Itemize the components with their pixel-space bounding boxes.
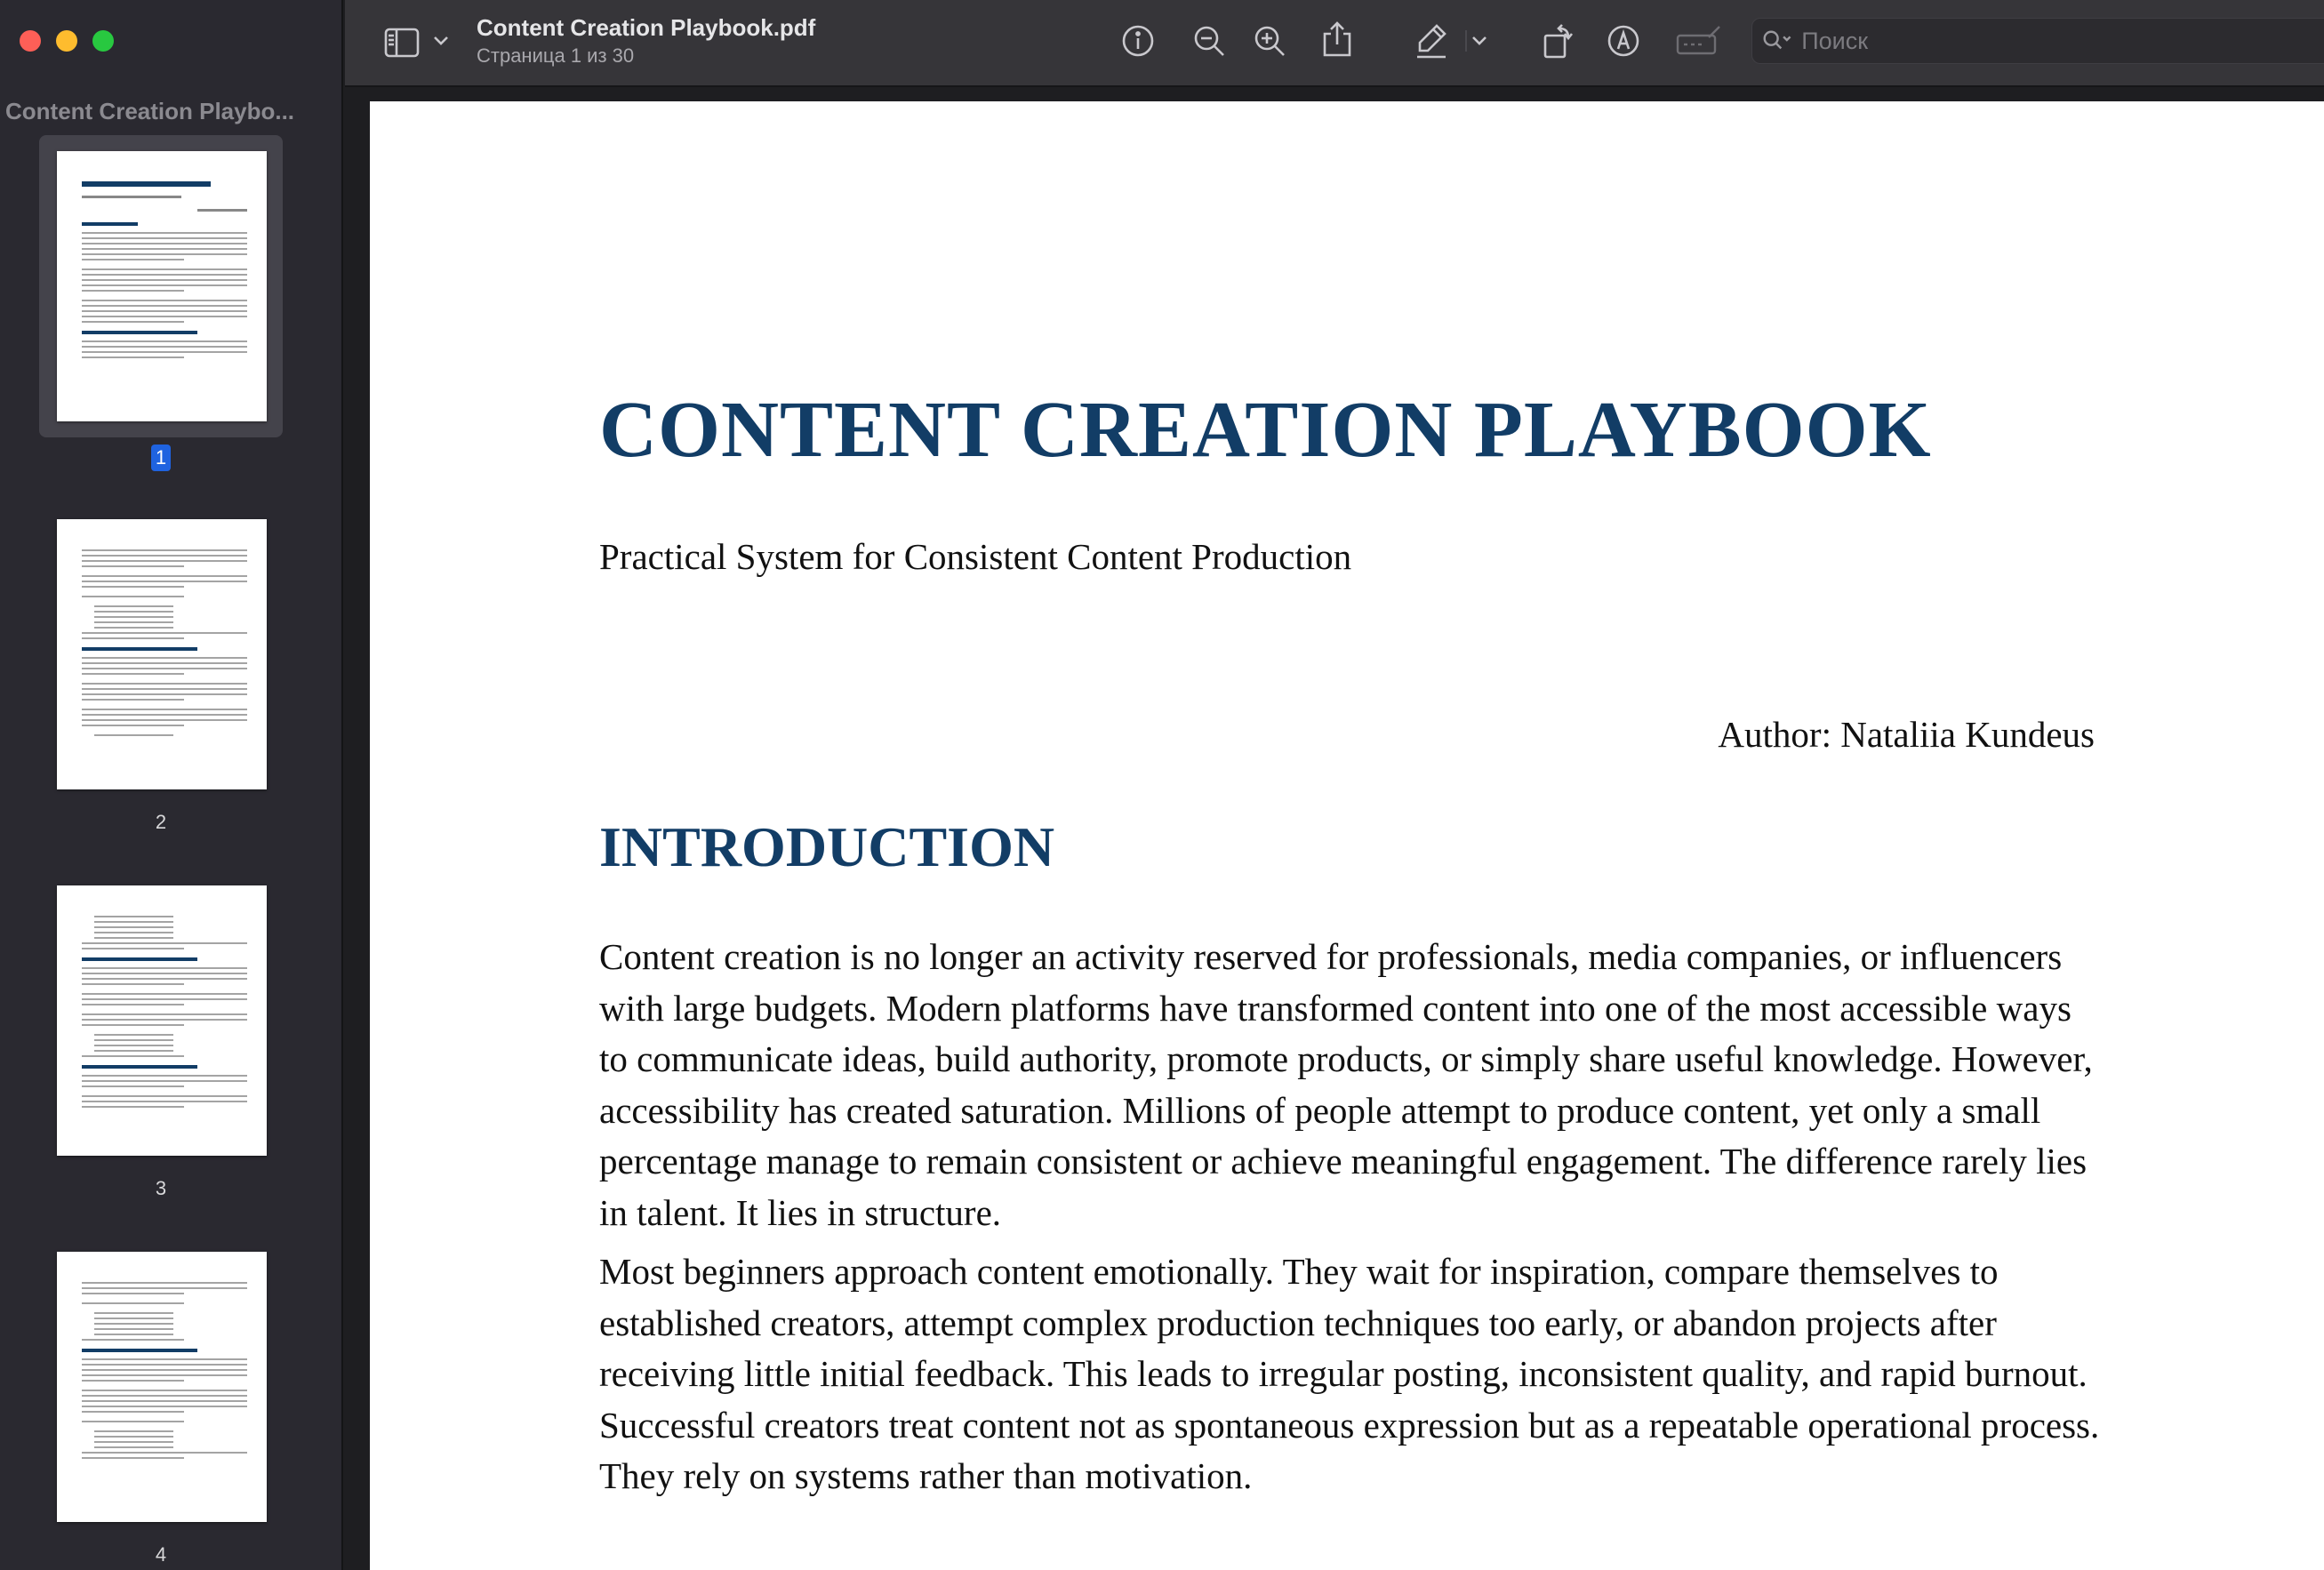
highlight-button[interactable] [1412, 20, 1451, 62]
page-thumbnail-3[interactable] [57, 885, 267, 1156]
form-fill-button[interactable] [1673, 23, 1725, 59]
sidebar-options-button[interactable] [430, 30, 452, 52]
page-thumbnail-image [57, 151, 267, 421]
markup-icon [1607, 24, 1640, 58]
sidebar-document-title: Content Creation Playbo... [5, 98, 295, 124]
toolbar [345, 0, 2324, 87]
markup-button[interactable] [1604, 21, 1643, 60]
zoom-out-button[interactable] [1190, 21, 1229, 60]
sidebar-toggle-button[interactable] [382, 23, 421, 62]
form-fill-icon [1675, 25, 1723, 57]
rotate-button[interactable] [1538, 20, 1577, 62]
page-number-4[interactable]: 4 [155, 1543, 167, 1566]
zoom-out-icon [1192, 24, 1226, 58]
zoom-in-button[interactable] [1250, 21, 1289, 60]
chevron-down-icon [432, 35, 450, 47]
highlight-options-button[interactable] [1465, 30, 1492, 52]
sidebar-icon [384, 28, 420, 58]
window-controls [20, 30, 114, 52]
zoom-in-icon [1253, 24, 1286, 58]
chevron-down-icon [1471, 35, 1488, 47]
highlighter-icon [1414, 21, 1449, 60]
document-canvas[interactable] [345, 89, 2324, 1570]
document-author: Author: Nataliia Kundeus [1718, 714, 2095, 755]
page-status: Страница 1 из 30 [477, 44, 635, 67]
page-number-1[interactable]: 1 [0, 445, 322, 471]
document-heading: CONTENT CREATION PLAYBOOK [599, 386, 1932, 474]
maximize-window-button[interactable] [92, 30, 114, 52]
info-button[interactable] [1118, 21, 1158, 60]
page-number-2[interactable]: 2 [155, 811, 167, 833]
share-button[interactable] [1318, 18, 1357, 60]
page-thumbnail-2[interactable] [57, 519, 267, 789]
search-field[interactable] [1751, 18, 2324, 64]
pdf-page [370, 101, 2324, 1570]
paragraph: Content creation is no longer an activity reserved for professionals, media companies, or influencers with large budgets. Modern platforms have transformed content into one of the most accessible ways to communicate ideas, build authority, promote products, or simply share useful knowledge. However, accessibility has created saturation. Millions of people attempt to produce content, yet only a small percentage manage to remain consistent or achieve meaningful engagement. The difference rarely lies in talent. It lies in structure. [599, 936, 2093, 1233]
close-window-button[interactable] [20, 30, 41, 52]
info-icon [1121, 24, 1155, 58]
thumbnail-sidebar [0, 0, 343, 1570]
page-thumbnail-1[interactable] [39, 135, 283, 437]
page-thumbnail-4[interactable] [57, 1252, 267, 1522]
search-input[interactable] [1801, 28, 2324, 55]
rotate-icon [1540, 21, 1575, 60]
document-title: Content Creation Playbook.pdf [477, 14, 816, 41]
search-icon [1761, 28, 1794, 54]
section-heading: INTRODUCTION [599, 815, 1055, 878]
paragraph: Most beginners approach content emotionally. They wait for inspiration, compare themselves to established creators, attempt complex production techniques too early, or abandon projects after receiving little initial feedback. This leads to irregular posting, inconsistent quality, and rapid burnout. Successful creators treat content not as spontaneous expression but as a repeatable operational process. They rely on systems rather than motivation. [599, 1251, 2100, 1497]
share-icon [1321, 20, 1353, 59]
minimize-window-button[interactable] [56, 30, 77, 52]
page-number-3[interactable]: 3 [155, 1177, 167, 1199]
document-subtitle: Practical System for Consistent Content Production [599, 536, 1352, 577]
